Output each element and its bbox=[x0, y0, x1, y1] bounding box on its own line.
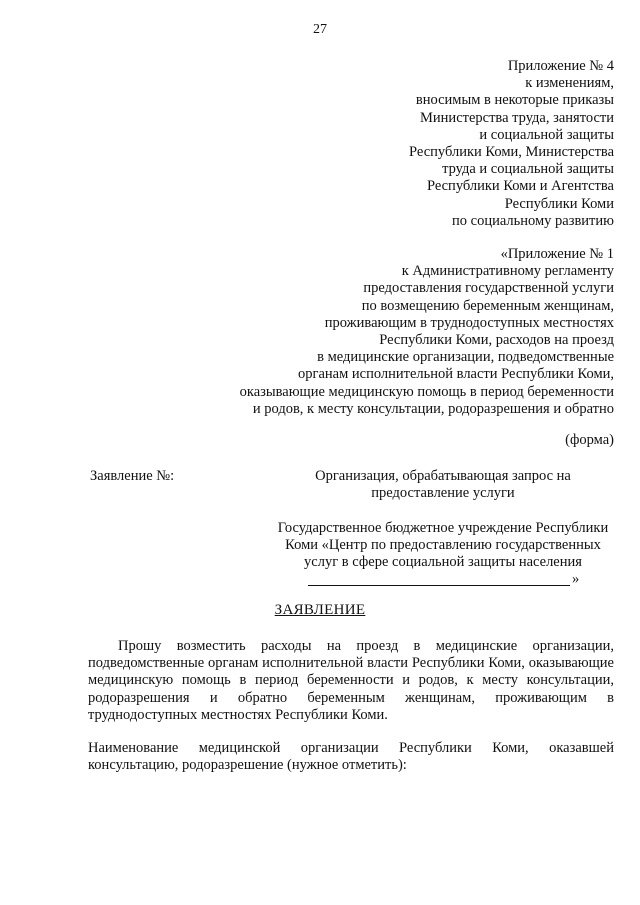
appendix-4-line: Республики Коми, Министерства bbox=[409, 144, 614, 161]
appendix-4-line: труда и социальной защиты bbox=[442, 161, 614, 178]
org-heading-line: Организация, обрабатывающая запрос на bbox=[315, 468, 571, 484]
processing-organization-heading bbox=[300, 468, 586, 502]
appendix-1-line: и родов, к месту консультации, родоразрешения и обратно bbox=[252, 400, 614, 417]
appendix-1-line: по возмещению беременным женщинам, bbox=[361, 297, 614, 314]
request-paragraph: Прошу возместить расходы на проезд в медицинские организации, подведомственные органам исполнительной власти Республики Коми, оказывающие медицинскую помощь в период беременности и родов, к месту консультации, родоразрешения и обратно беременным женщинам, проживающим в труднодоступных местностях Республики Коми. bbox=[88, 638, 614, 723]
appendix-1-line: в медицинские организации, подведомственные bbox=[317, 349, 614, 366]
document-title: ЗАЯВЛЕНИЕ bbox=[274, 602, 366, 618]
appendix-1-line: к Административному регламенту bbox=[401, 263, 614, 280]
appendix-4-line: Республики Коми bbox=[504, 195, 614, 212]
appendix-4-line: и социальной защиты bbox=[479, 126, 614, 143]
appendix-4-line: к изменениям, bbox=[525, 75, 614, 92]
appendix-1-line: предоставления государственной услуги bbox=[363, 280, 614, 297]
appendix-4-line: вносимым в некоторые приказы bbox=[415, 92, 614, 109]
org-name-line: услуг в сфере социальной защиты населения bbox=[304, 554, 582, 571]
appendix-1-line: оказывающие медицинскую помощь в период беременности bbox=[239, 383, 614, 400]
org-heading-line: предоставление услуги bbox=[371, 485, 515, 502]
appendix-1-line: проживающим в труднодоступных местностях bbox=[324, 314, 614, 331]
organization-name bbox=[268, 520, 618, 572]
appendix-1-line: органам исполнительной власти Республики Коми, bbox=[298, 366, 614, 383]
appendix-4-line: по социальному развитию bbox=[452, 212, 614, 229]
medical-organization-paragraph: Наименование медицинской организации Республики Коми, оказавшей консультацию, родоразрешение (нужное отметить): bbox=[88, 740, 614, 774]
org-name-line: Государственное бюджетное учреждение Республики bbox=[277, 520, 609, 536]
statement-number-label: Заявление №: bbox=[90, 468, 175, 484]
appendix-1-line: Республики Коми, расходов на проезд bbox=[379, 332, 614, 349]
appendix-4-header bbox=[409, 58, 614, 230]
org-name-line: Коми «Центр по предоставлению государственных bbox=[285, 537, 601, 554]
blank-fill-line[interactable] bbox=[308, 573, 570, 586]
closing-quote: » bbox=[572, 571, 580, 587]
form-label: (форма) bbox=[565, 432, 614, 448]
appendix-4-line: Республики Коми и Агентства bbox=[426, 178, 614, 195]
appendix-1-line: «Приложение № 1 bbox=[500, 246, 614, 262]
appendix-4-line: Министерства труда, занятости bbox=[420, 109, 614, 126]
appendix-4-line: Приложение № 4 bbox=[507, 58, 614, 74]
page-number: 27 bbox=[313, 22, 327, 37]
appendix-1-header bbox=[240, 246, 614, 418]
